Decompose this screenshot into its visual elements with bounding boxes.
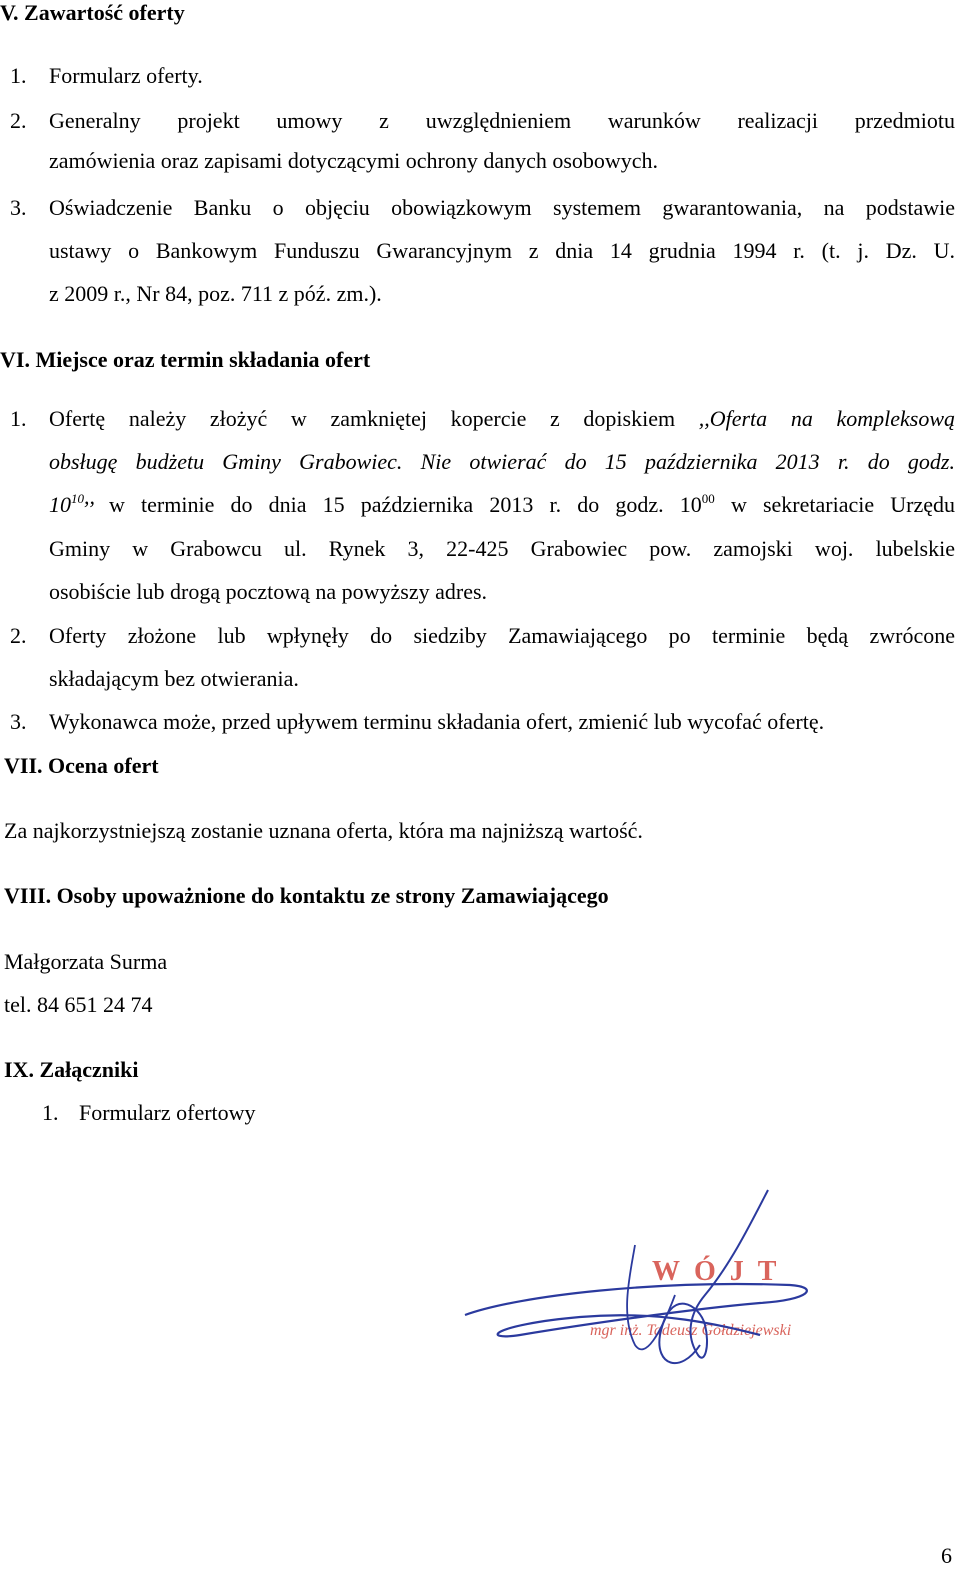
list-number: 1. xyxy=(10,63,27,88)
list-number: 2. xyxy=(10,108,27,133)
list-item-text: Generalny projekt umowy z uwzględnieniem warunków realizacji przedmiotu xyxy=(49,108,955,133)
list-item-text: osobiście lub drogą pocztową na powyższy adres. xyxy=(49,579,488,604)
closing-quote: ,, xyxy=(84,484,95,509)
list-item-text xyxy=(49,484,95,517)
list-item-text: Gminy w Grabowcu ul. Rynek 3, 22-425 Grabowiec pow. zamojski woj. lubelskie xyxy=(49,536,955,561)
section-9-heading: IX. Załączniki xyxy=(4,1057,139,1082)
section-7-heading: VII. Ocena ofert xyxy=(4,753,159,778)
section-5-heading: V. Zawartość oferty xyxy=(0,0,185,25)
list-item-text: Wykonawca może, przed upływem terminu składania ofert, zmienić lub wycofać ofertę. xyxy=(49,709,825,734)
section-8-heading: VIII. Osoby upoważnione do kontaktu ze strony Zamawiającego xyxy=(4,883,609,908)
line-text: Ofertę należy złożyć w zamkniętej kopercie z dopiskiem xyxy=(49,406,699,431)
list-number: 2. xyxy=(10,623,27,648)
line-text: w terminie do dnia 15 października 2013 r. do godz. 10 xyxy=(109,492,702,517)
hour-value: 10 xyxy=(49,492,71,517)
list-item-text: Formularz oferty. xyxy=(49,63,203,88)
list-item-text: zamówienia oraz zapisami dotyczącymi ochrony danych osobowych. xyxy=(49,148,659,173)
section-6-heading: VI. Miejsce oraz termin składania ofert xyxy=(0,347,371,372)
quoted-title-line: obsługę budżetu Gminy Grabowiec. Nie otwierać do 15 października 2013 r. do godz. xyxy=(49,449,955,474)
list-item-text: składającym bez otwierania. xyxy=(49,666,299,691)
list-number: 3. xyxy=(10,709,27,734)
contact-phone: tel. 84 651 24 74 xyxy=(4,992,153,1017)
hour-minutes: 00 xyxy=(701,491,715,506)
list-item-text xyxy=(109,491,955,517)
section-7-text: Za najkorzystniejszą zostanie uznana oferta, która ma najniższą wartość. xyxy=(4,818,643,843)
list-number: 1. xyxy=(42,1100,59,1125)
page-number: 6 xyxy=(941,1543,952,1568)
list-item-text: Oferty złożone lub wpłynęły do siedziby Zamawiającego po terminie będą zwrócone xyxy=(49,623,955,648)
list-item-text xyxy=(49,408,955,430)
hour-minutes: 10 xyxy=(71,491,84,506)
signature-stamp xyxy=(460,1185,840,1385)
quoted-title: ,,Oferta na kompleksową xyxy=(698,406,955,431)
list-item-text: ustawy o Bankowym Funduszu Gwarancyjnym z dnia 14 grudnia 1994 r. (t. j. Dz. U. xyxy=(49,238,955,263)
list-number: 1. xyxy=(10,406,27,431)
list-item-text: z 2009 r., Nr 84, poz. 711 z póź. zm.). xyxy=(49,281,382,306)
list-item-text: Oświadczenie Banku o objęciu obowiązkowym systemem gwarantowania, na podstawie xyxy=(49,195,955,220)
attachment-item: Formularz ofertowy xyxy=(79,1100,256,1125)
stamp-name: mgr inż. Tadeusz Gołdziejewski xyxy=(590,1322,792,1339)
contact-name: Małgorzata Surma xyxy=(4,949,168,974)
stamp-title: WÓJT xyxy=(652,1256,791,1287)
line-text: w sekretariacie Urzędu xyxy=(730,492,955,517)
list-number: 3. xyxy=(10,195,27,220)
